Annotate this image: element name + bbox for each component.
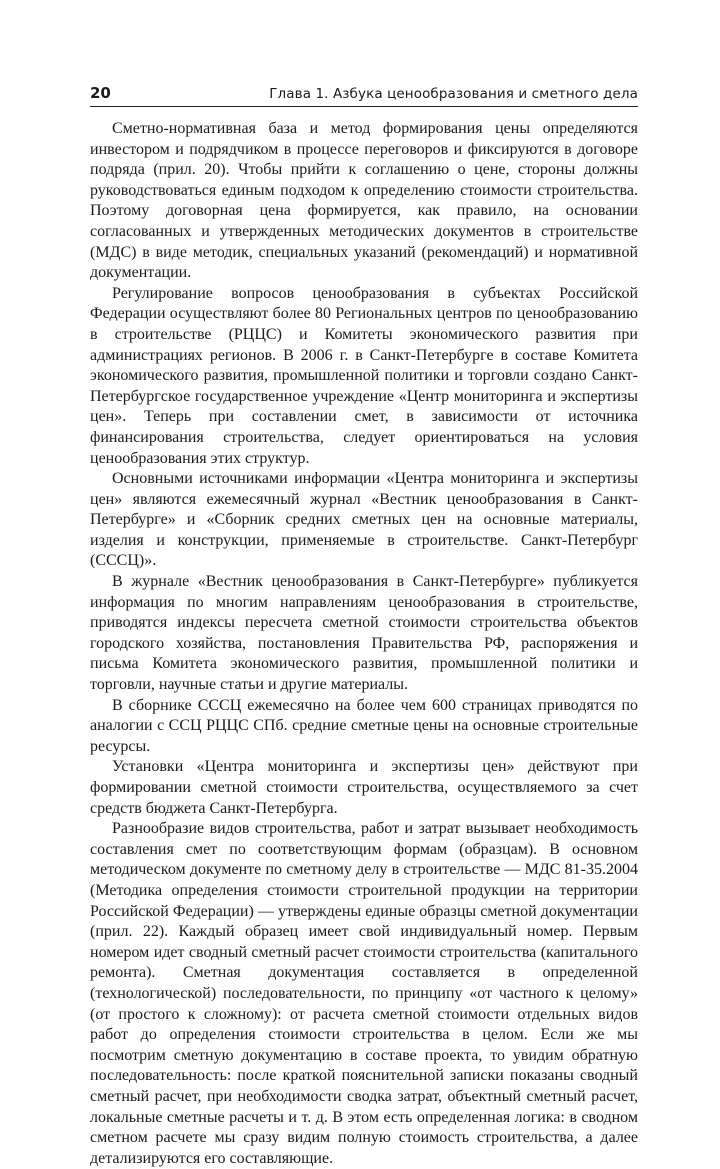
paragraph: Регулирование вопросов ценообразования в субъектах Российской Федерации осуществляют более 80 Региональных центров по ценообразованию в строительстве (РЦЦС) и Комитеты экономического развития при администрациях регионов. В 2006 г. в Санкт-Петербурге в составе Комитета экономического развития, промышленной политики и торговли создано Санкт-Петербургское государственное учреждение «Центр мониторинга и экспертизы цен». Теперь при составлении смет, в зависимости от источника финансирования строительства, следует ориентироваться на условия ценообразования этих структур. xyxy=(90,284,638,467)
paragraph: Сметно-нормативная база и метод формирования цены определяются инвестором и подрядчиком в процессе переговоров и фиксируются в договоре подряда (прил. 20). Чтобы прийти к соглашению о цене, стороны должны руководствоваться единым подходом к определению стоимости строительства. Поэтому договорная цена формируется, как правило, на основании согласованных и утвержденных методических документов в строительстве (МДС) в виде методик, специальных указаний (рекомендаций) и нормативной документации. xyxy=(90,120,638,282)
paragraph: В журнале «Вестник ценообразования в Санкт-Петербурге» публикуется информация по многим направлениям ценообразования в строительстве, приводятся индексы пересчета сметной стоимости строительства объектов городского хозяйства, постановления Правительства РФ, распоряжения и письма Комитета экономического развития, промышленной политики и торговли, научные статьи и другие материалы. xyxy=(90,573,638,694)
running-header xyxy=(90,84,638,107)
chapter-title: Глава 1. Азбука ценообразования и сметного дела xyxy=(269,86,638,102)
paragraph: Разнообразие видов строительства, работ и затрат вызывает необходимость составления смет по соответствующим формам (образцам). В основном методическом документе по сметному делу в строительстве — МДС 81-35.2004 (Методика определения стоимости строительной продукции на территории Российской Федерации) — утверждены единые образцы сметной документации (прил. 22). Каждый образец имеет свой индивидуальный номер. Первым номером идет сводный сметный расчет стоимости строительства (капитального ремонта). Сметная документация составляется в определенной (технологической) последовательности, по принципу «от частного к целому» (от простого к сложному): от расчета сметной стоимости отдельных видов работ до определения стоимости строительства в целом. Если же мы посмотрим сметную документацию в составе проекта, то увидим обратную последовательность: после краткой пояснительной записки показаны сводный сметный расчет, при необходимости сводка затрат, объектный сметный расчет, локальные сметные расчеты и т. д. В этом есть определенная логика: в сводном сметном расчете мы сразу видим полную стоимость строительства, а далее детализируются его составляющие. xyxy=(90,820,638,1167)
paragraph: Основными источниками информации «Центра мониторинга и экспертизы цен» являются ежемесячный журнал «Вестник ценообразования в Санкт-Петербурге» и «Сборник средних сметных цен на основные материалы, изделия и конструкции, применяемые в строительстве. Санкт-Петербург (СССЦ)». xyxy=(90,470,638,570)
page-number: 20 xyxy=(90,84,111,102)
book-page xyxy=(90,84,638,1169)
body-text xyxy=(90,119,638,1169)
paragraph: В сборнике СССЦ ежемесячно на более чем 600 страницах приводятся по аналогии с ССЦ РЦЦС СПб. средние сметные цены на основные строительные ресурсы. xyxy=(90,696,638,755)
paragraph: Установки «Центра мониторинга и экспертизы цен» действуют при формировании сметной стоимости строительства, осуществляемого за счет средств бюджета Санкт-Петербурга. xyxy=(90,758,638,817)
